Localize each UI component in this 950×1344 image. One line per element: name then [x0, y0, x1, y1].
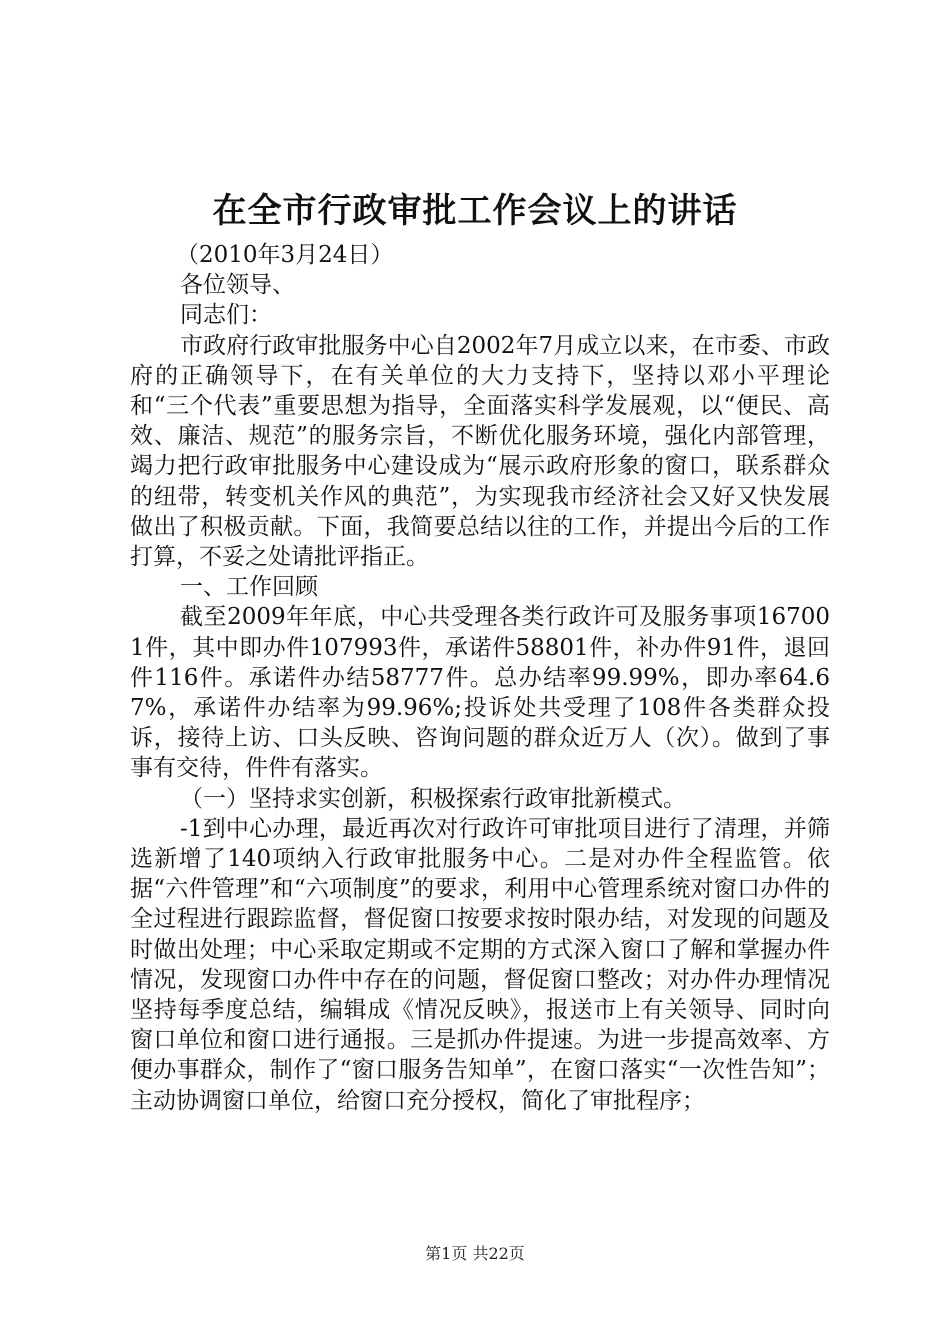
subsection-heading-innovation: （一）坚持求实创新，积极探索行政审批新模式。	[180, 785, 686, 812]
section-heading-review: 一、工作回顾	[180, 574, 318, 601]
document-body	[130, 240, 830, 1116]
salutation-comrades: 同志们：	[180, 302, 272, 329]
date-line: （2010年3月24日）	[176, 242, 394, 268]
document-title: 在全市行政审批工作会议上的讲话	[212, 191, 738, 231]
page-number-footer: 第1页 共22页	[425, 1244, 525, 1263]
paragraph-statistics: 截至2009年年底，中心共受理各类行政许可及服务事项167001件，其中即办件107993件，承诺件58801件，补办件91件，退回件116件。承诺件办结58777件。总办结率99.99%，即办率64.67%，承诺件办结率为99.96%;投诉处共受理了108件各类群众投诉，接待上访、口头反映、咨询问题的群众近万人（次）。做到了事事有交待，件件有落实。	[130, 604, 830, 782]
salutation-leaders: 各位领导、	[180, 272, 295, 299]
paragraph-measures: -1到中心办理，最近再次对行政许可审批项目进行了清理，并筛选新增了140项纳入行政审批服务中心。二是对办件全程监管。依据“六件管理”和“六项制度”的要求，利用中心管理系统对窗口办件的全过程进行跟踪监督，督促窗口按要求按时限办结，对发现的问题及时做出处理；中心采取定期或不定期的方式深入窗口了解和掌握办件情况，发现窗口办件中存在的问题，督促窗口整改；对办件办理情况坚持每季度总结，编辑成《情况反映》，报送市上有关领导、同时向窗口单位和窗口进行通报。三是抓办件提速。为进一步提高效率、方便办事群众，制作了“窗口服务告知单”，在窗口落实“一次性告知”；主动协调窗口单位，给窗口充分授权，简化了审批程序；	[130, 815, 830, 1114]
paragraph-intro: 市政府行政审批服务中心自2002年7月成立以来，在市委、市政府的正确领导下，在有关单位的大力支持下，坚持以邓小平理论和“三个代表”重要思想为指导，全面落实科学发展观，以“便民、高效、廉洁、规范”的服务宗旨，不断优化服务环境，强化内部管理，竭力把行政审批服务中心建设成为“展示政府形象的窗口，联系群众的纽带，转变机关作风的典范”，为实现我市经济社会又好又快发展做出了积极贡献。下面，我简要总结以往的工作，并提出今后的工作打算，不妥之处请批评指正。	[130, 332, 830, 571]
